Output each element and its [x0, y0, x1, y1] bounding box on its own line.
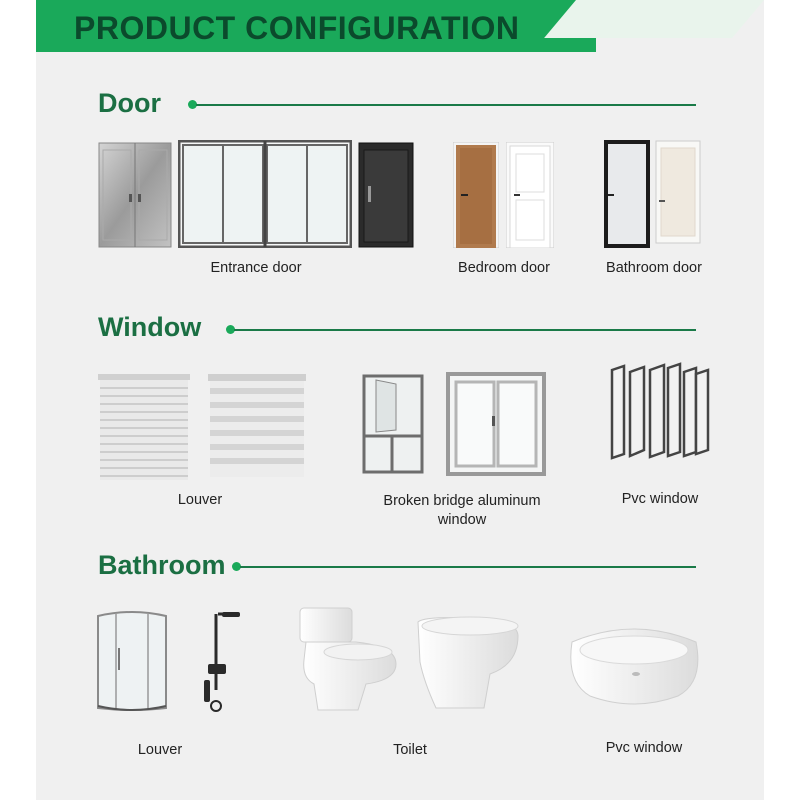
pvc-window-profiles-image [606, 362, 710, 462]
shower-enclosure-image [94, 608, 170, 712]
white-bedroom-door-image [506, 142, 554, 248]
steel-double-door-image [98, 142, 172, 248]
smart-toilet-image [414, 612, 522, 712]
wood-bedroom-door-image [453, 142, 499, 248]
wash-basin-image [566, 622, 702, 706]
venetian-blind-image [98, 374, 190, 482]
caption-broken-bridge-window: Broken bridge aluminum window [383, 493, 541, 528]
shower-set-image [196, 610, 246, 714]
aluminum-window-image [446, 372, 546, 476]
section-rule [196, 104, 696, 106]
section-title-door: Door [98, 88, 161, 118]
black-security-door-image [358, 142, 414, 248]
bathroom-glass-door-dark-image [604, 140, 650, 248]
caption-bedroom-door: Bedroom door [458, 260, 550, 276]
caption-bathroom-door: Bathroom door [606, 260, 702, 276]
caption-louver-bathroom: Louver [137, 742, 183, 758]
sliding-glass-door-image [178, 140, 352, 248]
section-rule [240, 566, 696, 568]
page-title: PRODUCT CONFIGURATION [74, 10, 520, 46]
section-title-bathroom: Bathroom [98, 550, 226, 580]
caption-louver: Louver [177, 492, 223, 508]
header-banner [36, 0, 764, 52]
toilet-one-piece-image [296, 606, 400, 712]
zebra-blind-image [208, 374, 306, 478]
caption-pvc-window-bathroom: Pvc window [605, 740, 683, 756]
caption-entrance-door: Entrance door [210, 260, 302, 276]
section-rule [234, 329, 696, 331]
casement-window-image [362, 374, 424, 474]
bathroom-frosted-door-image [655, 140, 701, 244]
section-title-window: Window [98, 312, 202, 342]
caption-toilet: Toilet [393, 742, 427, 758]
caption-pvc-window: Pvc window [621, 491, 699, 507]
banner-light-stripe [544, 0, 764, 38]
